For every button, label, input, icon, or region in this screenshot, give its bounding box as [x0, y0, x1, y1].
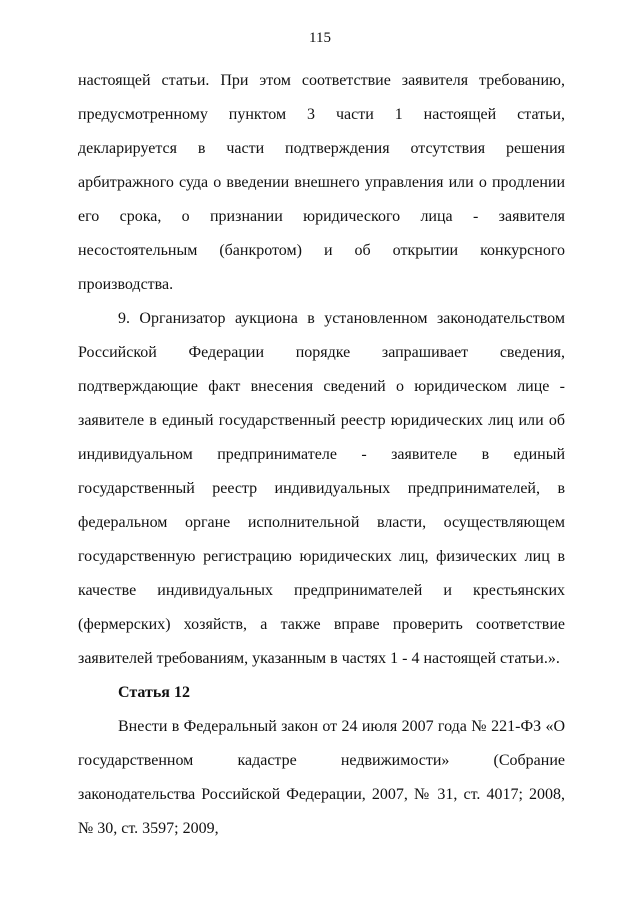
paragraph-continuation: настоящей статьи. При этом соответствие заявителя требованию, предусмотренному пунктом 3 части 1 настоящей статьи, декларируется в части подтверждения отсутствия решения арбитражного суда о введении внешнего управления или о продлении его срока, о признании юридического лица - заявителя несостоятельным (банкротом) и об открытии конкурсного производства. [78, 72, 565, 293]
document-body [78, 64, 565, 846]
paragraph-article-12: Внести в Федеральный закон от 24 июля 2007 года № 221-ФЗ «О государственном кадастре недвижимости» (Собрание законодательства Российской Федерации, 2007, № 31, ст. 4017; 2008, № 30, ст. 3597; 2009, [78, 718, 565, 837]
page-number: 115 [309, 30, 331, 46]
paragraph-item-9: 9. Организатор аукциона в установленном законодательством Российской Федерации порядке запрашивает сведения, подтверждающие факт внесения сведений о юридическом лице - заявителе в единый государственный реестр юридических лиц или об индивидуальном предпринимателе - заявителе в единый государственный реестр индивидуальных предпринимателей, в федеральном органе исполнительной власти, осуществляющем государственную регистрацию юридических лиц, физических лиц в качестве индивидуальных предпринимателей и крестьянских (фермерских) хозяйств, а также вправе проверить соответствие заявителей требованиям, указанным в частях 1 - 4 настоящей статьи.». [78, 310, 565, 667]
article-heading: Статья 12 [118, 684, 190, 701]
